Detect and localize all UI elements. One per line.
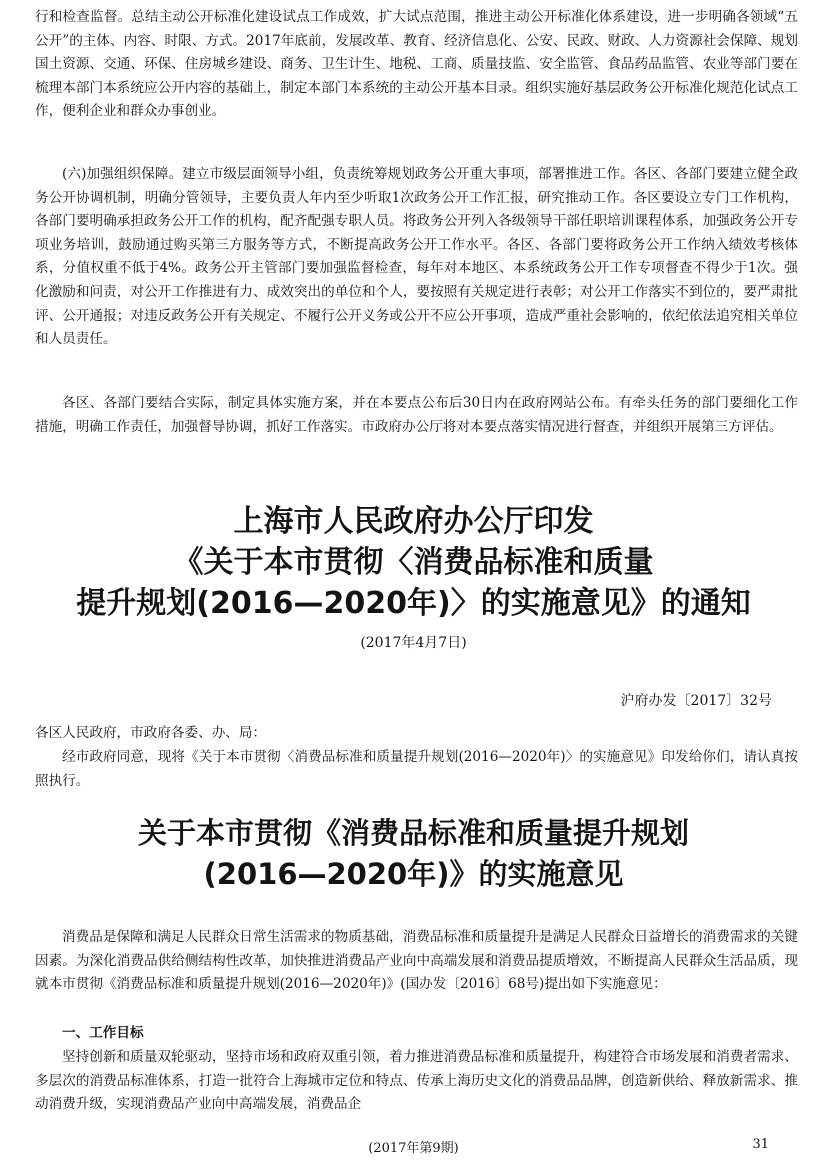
notice-title-line-2: 《关于本市贯彻〈消费品标准和质量 [173, 545, 654, 580]
issue-label: (2017年第9期) [368, 1141, 459, 1156]
document-number: 沪府办发〔2017〕32号 [620, 693, 772, 709]
section-heading-goals: 一、工作目标 [62, 1025, 144, 1041]
paragraph-public-standardization: 行和检查监督。总结主动公开标准化建设试点工作成效，扩大试点范围，推进主动公开标准化体系建设，进一步明确各领域“五公开”的主体、内容、时限、方式。2017年底前，发展改革、教育、经济信息化、公安、民政、财政、人力资源社会保障、规划国土资源、交通、环保、住房城乡建设、商务、卫生计生、地税、工商、质量技监、安全监管、食品药品监管、农业等部门要在梳理本部门本系统应公开内容的基础上，制定本部门本系统的主动公开基本目录。组织实施好基层政务公开标准化规范化试点工作，便利企业和群众办事创业。 [35, 9, 798, 120]
page-number: 31 [752, 1137, 769, 1152]
notice-recipients: 各区人民政府，市政府各委、办、局： [35, 725, 267, 741]
notice-title-line-1: 上海市人民政府办公厅印发 [233, 504, 594, 539]
section-body-goals: 坚持创新和质量双轮驱动，坚持市场和政府双重引领，着力推进消费品标准和质量提升，构建符合市场发展和消费者需求、多层次的消费品标准体系，打造一批符合上海城市定位和特点、传承上海历史文化的消费品品牌，创造新供给、释放新需求、推动消费升级，实现消费品产业向中高端发展，消费品企 [35, 1049, 798, 1113]
opinion-title-line-2: (2016—2020年)》的实施意见 [203, 857, 624, 891]
paragraph-organization-guarantee: (六)加强组织保障。建立市级层面领导小组，负责统筹规划政务公开重大事项，部署推进工作。各区、各部门要建立健全政务公开协调机制，明确分管领导，主要负责人年内至少听取1次政务公开工作汇报，研究推动工作。各区要设立专门工作机构，各部门要明确承担政务公开工作的机构，配齐配强专职人员。将政务公开列入各级领导干部任职培训课程体系，加强政务公开专项业务培训，鼓励通过购买第三方服务等方式，不断提高政务公开工作水平。各区、各部门要将政务公开工作纳入绩效考核体系，分值权重不低于4%。政务公开主管部门要加强监督检查，每年对本地区、本系统政务公开工作专项督查不得少于1次。强化激励和问责，对公开工作推进有力、成效突出的单位和个人，要按照有关规定进行表彰；对公开工作落实不到位的，要严肃批评、公开通报；对违反政务公开有关规定、不履行公开义务或公开不应公开事项，造成严重社会影响的，依纪依法追究相关单位和人员责任。 [35, 166, 798, 348]
notice-title-line-3: 提升规划(2016—2020年)〉的实施意见》的通知 [76, 586, 751, 621]
opinion-title-line-1: 关于本市贯彻《消费品标准和质量提升规划 [137, 816, 689, 850]
opinion-intro: 消费品是保障和满足人民群众日常生活需求的物质基础，消费品标准和质量提升是满足人民群众日益增长的消费需求的关键因素。为深化消费品供给侧结构性改革，加快推进消费品产业向中高端发展和消费品提质增效，不断提高人民群众生活品质，现就本市贯彻《消费品标准和质量提升规划(2016—2020年)》(国办发〔2016〕68号)提出如下实施意见： [35, 929, 798, 993]
notice-body: 经市政府同意，现将《关于本市贯彻〈消费品标准和质量提升规划(2016—2020年)〉的实施意见》印发给你们，请认真按照执行。 [35, 749, 798, 789]
notice-date: (2017年4月7日) [360, 635, 467, 651]
paragraph-implementation: 各区、各部门要结合实际，制定具体实施方案，并在本要点公布后30日内在政府网站公布。有牵头任务的部门要细化工作措施，明确工作责任，加强督导协调，抓好工作落实。市政府办公厅将对本要点落实情况进行督查，并组织开展第三方评估。 [35, 395, 798, 435]
